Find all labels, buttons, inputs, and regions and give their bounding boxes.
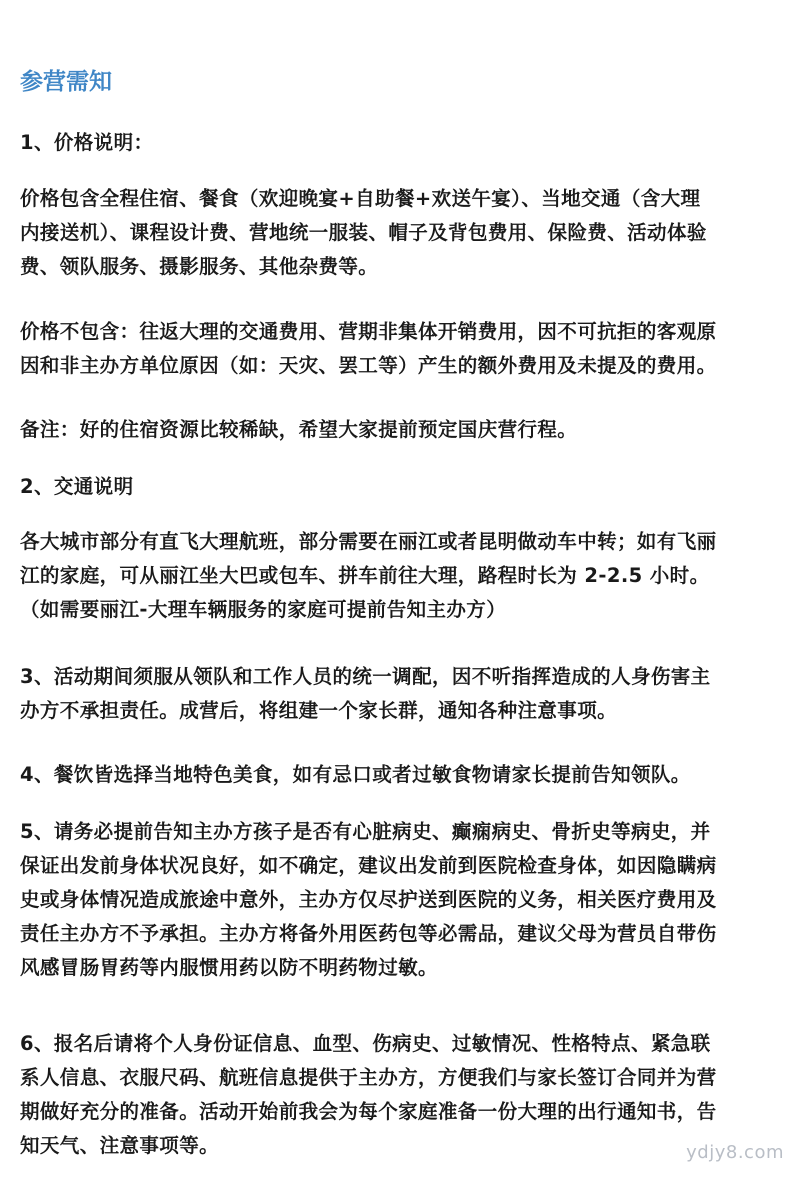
section-3-paragraph xyxy=(20,660,780,728)
price-include-paragraph xyxy=(20,182,780,284)
text-line: 风感冒肠胃药等内服惯用药以防不明药物过敏。 xyxy=(20,956,438,979)
text-line: 价格不包含：往返大理的交通费用、营期非集体开销费用，因不可抗拒的客观原 xyxy=(20,320,717,343)
text-line: 责任主办方不予承担。主办方将备外用医药包等必需品，建议父母为营员自带伤 xyxy=(20,922,717,945)
page-title: 参营需知 xyxy=(20,69,112,95)
text-line: 江的家庭，可从丽江坐大巴或包车、拼车前往大理，路程时长为 2-2.5 小时。 xyxy=(20,564,710,587)
remark-paragraph xyxy=(20,413,780,447)
section-5-paragraph xyxy=(20,815,780,985)
text-line: 史或身体情况造成旅途中意外，主办方仅尽护送到医院的义务，相关医疗费用及 xyxy=(20,888,717,911)
text-line: 3、活动期间须服从领队和工作人员的统一调配，因不听指挥造成的人身伤害主 xyxy=(20,665,711,688)
text-line: 6、报名后请将个人身份证信息、血型、伤病史、过敏情况、性格特点、紧急联 xyxy=(20,1032,711,1055)
text-line: 期做好充分的准备。活动开始前我会为每个家庭准备一份大理的出行通知书，告 xyxy=(20,1100,717,1123)
text-line: 备注：好的住宿资源比较稀缺，希望大家提前预定国庆营行程。 xyxy=(20,418,578,441)
text-line: 费、领队服务、摄影服务、其他杂费等。 xyxy=(20,255,379,278)
section-2-heading xyxy=(20,470,780,504)
transport-paragraph xyxy=(20,525,780,627)
text-line: 5、请务必提前告知主办方孩子是否有心脏病史、癫痫病史、骨折史等病史，并 xyxy=(20,820,711,843)
section-1-heading xyxy=(20,126,780,160)
text-line: 4、餐饮皆选择当地特色美食，如有忌口或者过敏食物请家长提前告知领队。 xyxy=(20,763,691,786)
text-line: 系人信息、衣服尺码、航班信息提供于主办方，方便我们与家长签订合同并为营 xyxy=(20,1066,717,1089)
watermark: ydjy8.com xyxy=(686,1142,784,1163)
text-line: 因和非主办方单位原因（如：天灾、罢工等）产生的额外费用及未提及的费用。 xyxy=(20,354,717,377)
text-line: 2、交通说明 xyxy=(20,475,134,498)
text-line: 价格包含全程住宿、餐食（欢迎晚宴+自助餐+欢送午宴）、当地交通（含大理 xyxy=(20,187,701,210)
price-exclude-paragraph xyxy=(20,315,780,383)
text-line: 办方不承担责任。成营后，将组建一个家长群，通知各种注意事项。 xyxy=(20,699,618,722)
text-line: 1、价格说明： xyxy=(20,131,154,154)
section-6-paragraph xyxy=(20,1027,780,1163)
section-4-paragraph xyxy=(20,758,780,792)
text-line: 保证出发前身体状况良好，如不确定，建议出发前到医院检查身体，如因隐瞒病 xyxy=(20,854,717,877)
text-line: 内接送机）、课程设计费、营地统一服装、帽子及背包费用、保险费、活动体验 xyxy=(20,221,707,244)
text-line: 各大城市部分有直飞大理航班，部分需要在丽江或者昆明做动车中转；如有飞丽 xyxy=(20,530,717,553)
text-line: （如需要丽江-大理车辆服务的家庭可提前告知主办方） xyxy=(20,598,507,621)
text-line: 知天气、注意事项等。 xyxy=(20,1134,220,1157)
